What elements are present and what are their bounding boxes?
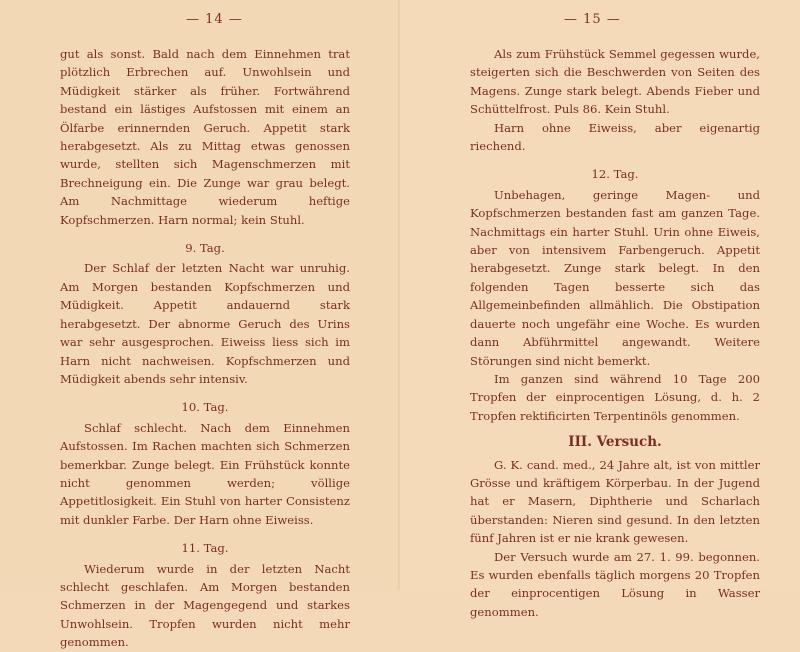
day-heading: 9. Tag. <box>185 241 225 256</box>
paragraph: Harn ohne Eiweiss, aber eigenartig riechend. <box>470 120 760 154</box>
page-number: — 14 — <box>186 12 243 27</box>
page-number: — 15 — <box>564 12 621 27</box>
paragraph: Als zum Frühstück Semmel gegessen wurde, steigerten sich die Beschwerden von Seiten des Magens. Zunge stark belegt. Abends Fieber und Schüttelfrost. Puls 86. Kein Stuhl. <box>470 47 760 117</box>
day-heading: 11. Tag. <box>181 541 229 556</box>
day-heading: 10. Tag. <box>181 400 229 415</box>
page-text <box>60 45 350 652</box>
paragraph: gut als sonst. Bald nach dem Einnehmen trat plötzlich Erbrechen auf. Unwohlsein und Müdigkeit stärker als früher. Fortwährend bestand ein lästiges Aufstossen mit einem an Ölfarbe erinnernden Geruch. Appetit stark herabgesetzt. Als zu Mittag etwas genossen wurde, stellten sich Magenschmerzen mit Brechneigung ein. Die Zunge war grau belegt. Am Nachmittage wiederum heftige Kopfschmerzen. Harn normal; kein Stuhl. <box>60 47 350 227</box>
page-text <box>470 45 760 621</box>
paragraph: Wiederum wurde in der letzten Nacht schlecht geschlafen. Am Morgen bestanden Schmerzen in der Magengegend und starkes Unwohlsein. Tropfen wurden nicht mehr genommen. <box>60 561 350 650</box>
paragraph: Schlaf schlecht. Nach dem Einnehmen Aufstossen. Im Rachen machten sich Schmerzen bemerkbar. Zunge belegt. Ein Frühstück konnte nicht genommen werden; völlige Appetitlosigkeit. Ein Stuhl von harter Consistenz mit dunkler Farbe. Der Harn ohne Eiweiss. <box>60 420 350 527</box>
left-page <box>0 0 400 650</box>
day-heading: 12. Tag. <box>591 167 639 182</box>
paragraph: G. K. cand. med., 24 Jahre alt, ist von mittler Grösse und kräftigem Körperbau. In der Jugend hat er Masern, Diphtherie und Scharlach überstanden: Nieren sind gesund. In den letzten fünf Jahren ist er nie krank gewesen. <box>470 457 760 546</box>
right-page <box>400 0 800 619</box>
paragraph: Unbehagen, geringe Magen- und Kopfschmerzen bestanden fast am ganzen Tage. Nachmittags ein harter Stuhl. Urin ohne Eiweis, aber von intensivem Farbengeruch. Appetit herabgesetzt. Zunge stark belegt. In den folgenden Tagen besserte sich das Allgemeinbefinden allmählich. Die Obstipation dauerte noch ungefähr eine Woche. Es wurden dann Abführmittel angewandt. Weitere Störungen sind nicht bemerkt. <box>470 187 760 368</box>
paragraph: Im ganzen sind während 10 Tage 200 Tropfen der einprocentigen Lösung, d. h. 2 Tropfen rektificirten Terpentinöls genommen. <box>470 371 760 423</box>
paragraph: Der Versuch wurde am 27. 1. 99. begonnen. Es wurden ebenfalls täglich morgens 20 Tropfen der einprocentigen Lösung in Wasser genommen. <box>470 549 760 619</box>
paragraph: Der Schlaf der letzten Nacht war unruhig. Am Morgen bestanden Kopfschmerzen und Müdigkeit. Appetit andauernd stark herabgesetzt. Der abnorme Geruch des Urins war sehr ausgesprochen. Eiweiss liess sich im Harn nicht nachweisen. Kopfschmerzen und Müdigkeit abends sehr intensiv. <box>60 261 350 386</box>
section-heading: III. Versuch. <box>568 434 662 451</box>
